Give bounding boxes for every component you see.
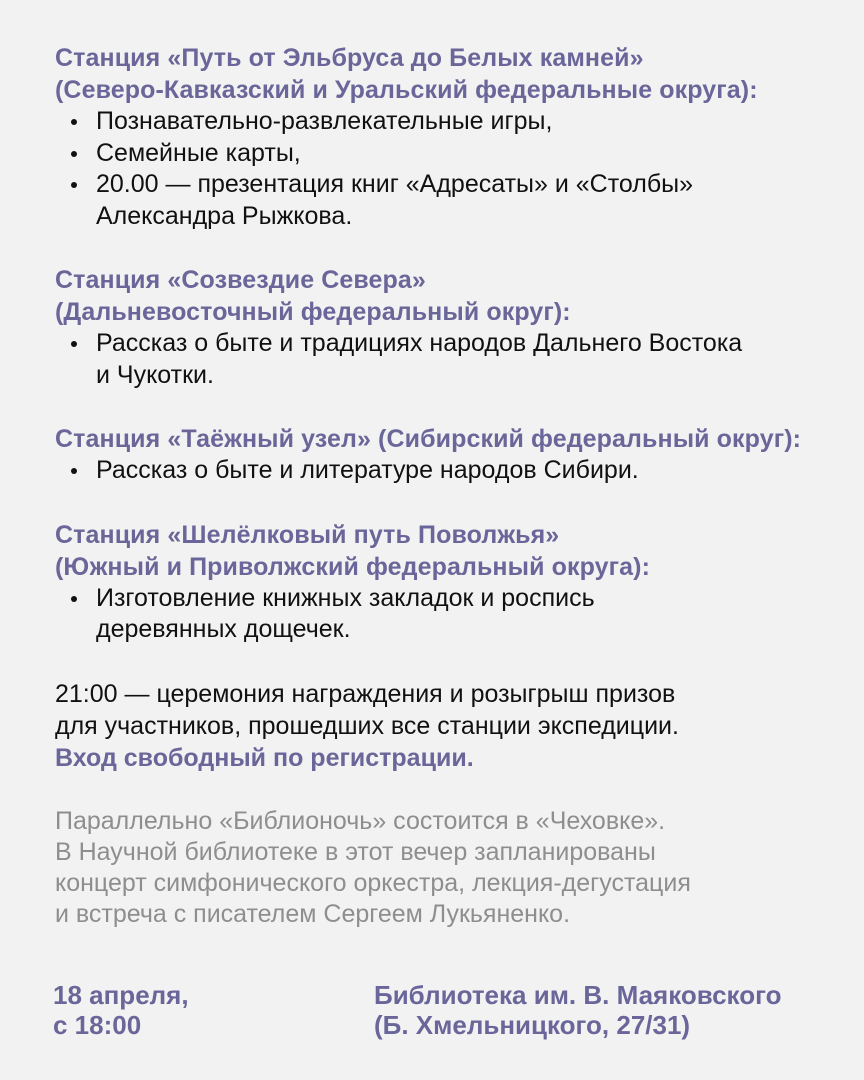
activity-text: Изготовление книжных закладок и роспись [96,583,595,612]
ceremony-text [55,678,855,742]
spacer [55,774,855,806]
station-title-line: Станция «Путь от Эльбруса до Белых камней» [55,44,644,72]
activity-text: Семейные карты, [96,138,301,167]
station-title [55,423,855,455]
venue-name: Библиотека им. В. Маяковского [374,980,782,1010]
activity-text: деревянных дощечек. [96,615,351,643]
activity-item [55,583,855,646]
activity-text: 20.00 — презентация книг «Адресаты» и «Столбы» [96,170,694,198]
event-date-time [53,980,189,1040]
free-entry-note: Вход свободный по регистрации. [55,743,474,772]
station-title-line: Станция «Шелёлковый путь Поволжья» [55,520,560,549]
station-region-line: (Дальневосточный федеральный округ): [55,298,571,326]
station-activities [55,328,855,391]
station-activities [55,583,855,646]
station-north [55,264,855,391]
parallel-line: Параллельно «Библионочь» состоится в «Чеховке». [55,806,666,835]
activity-item [55,455,855,487]
spacer [55,646,855,678]
station-taiga [55,423,855,487]
station-title [55,42,855,106]
activity-item [55,106,855,138]
station-activities [55,106,855,232]
parallel-line: и встреча с писателем Сергеем Лукьяненко. [55,899,571,928]
activity-item [55,169,855,232]
station-activities [55,455,855,487]
venue-address: (Б. Хмельницкого, 27/31) [374,1010,691,1040]
parallel-line: концерт симфонического оркестра, лекция-дегустация [55,868,691,897]
activity-text: Александра Рыжкова. [96,201,353,230]
station-title-line: Станция «Таёжный узел» (Сибирский федеральный округ): [55,425,802,453]
ceremony-line: 21:00 — церемония награждения и розыгрыш призов [55,679,676,708]
ceremony-line: для участников, прошедших все станции экспедиции. [55,711,679,740]
event-time: с 18:00 [53,1010,142,1040]
parallel-line: В Научной библиотеке в этот вечер запланированы [55,837,656,866]
spacer [55,391,855,423]
activity-text: Рассказ о быте и литературе народов Сибири. [96,456,639,484]
activity-item [55,138,855,170]
ceremony-block [55,678,855,774]
activity-text: и Чукотки. [96,360,214,389]
station-title-line: Станция «Созвездие Севера» [55,266,426,294]
station-title [55,264,855,328]
event-venue [374,980,781,1040]
spacer [55,487,855,519]
station-region-line: (Южный и Приволжский федеральный округа): [55,552,650,581]
activity-text: Познавательно-развлекательные игры, [96,107,553,135]
event-date: 18 апреля, [53,980,189,1010]
station-region-line: (Северо-Кавказский и Уральский федеральные округа): [55,76,758,104]
spacer [55,232,855,264]
station-title [55,519,855,583]
event-program [55,42,855,930]
station-elbrus [55,42,855,232]
activity-item [55,328,855,391]
station-volga [55,519,855,646]
activity-text: Рассказ о быте и традициях народов Дальнего Востока [96,329,743,357]
parallel-events [55,806,855,930]
